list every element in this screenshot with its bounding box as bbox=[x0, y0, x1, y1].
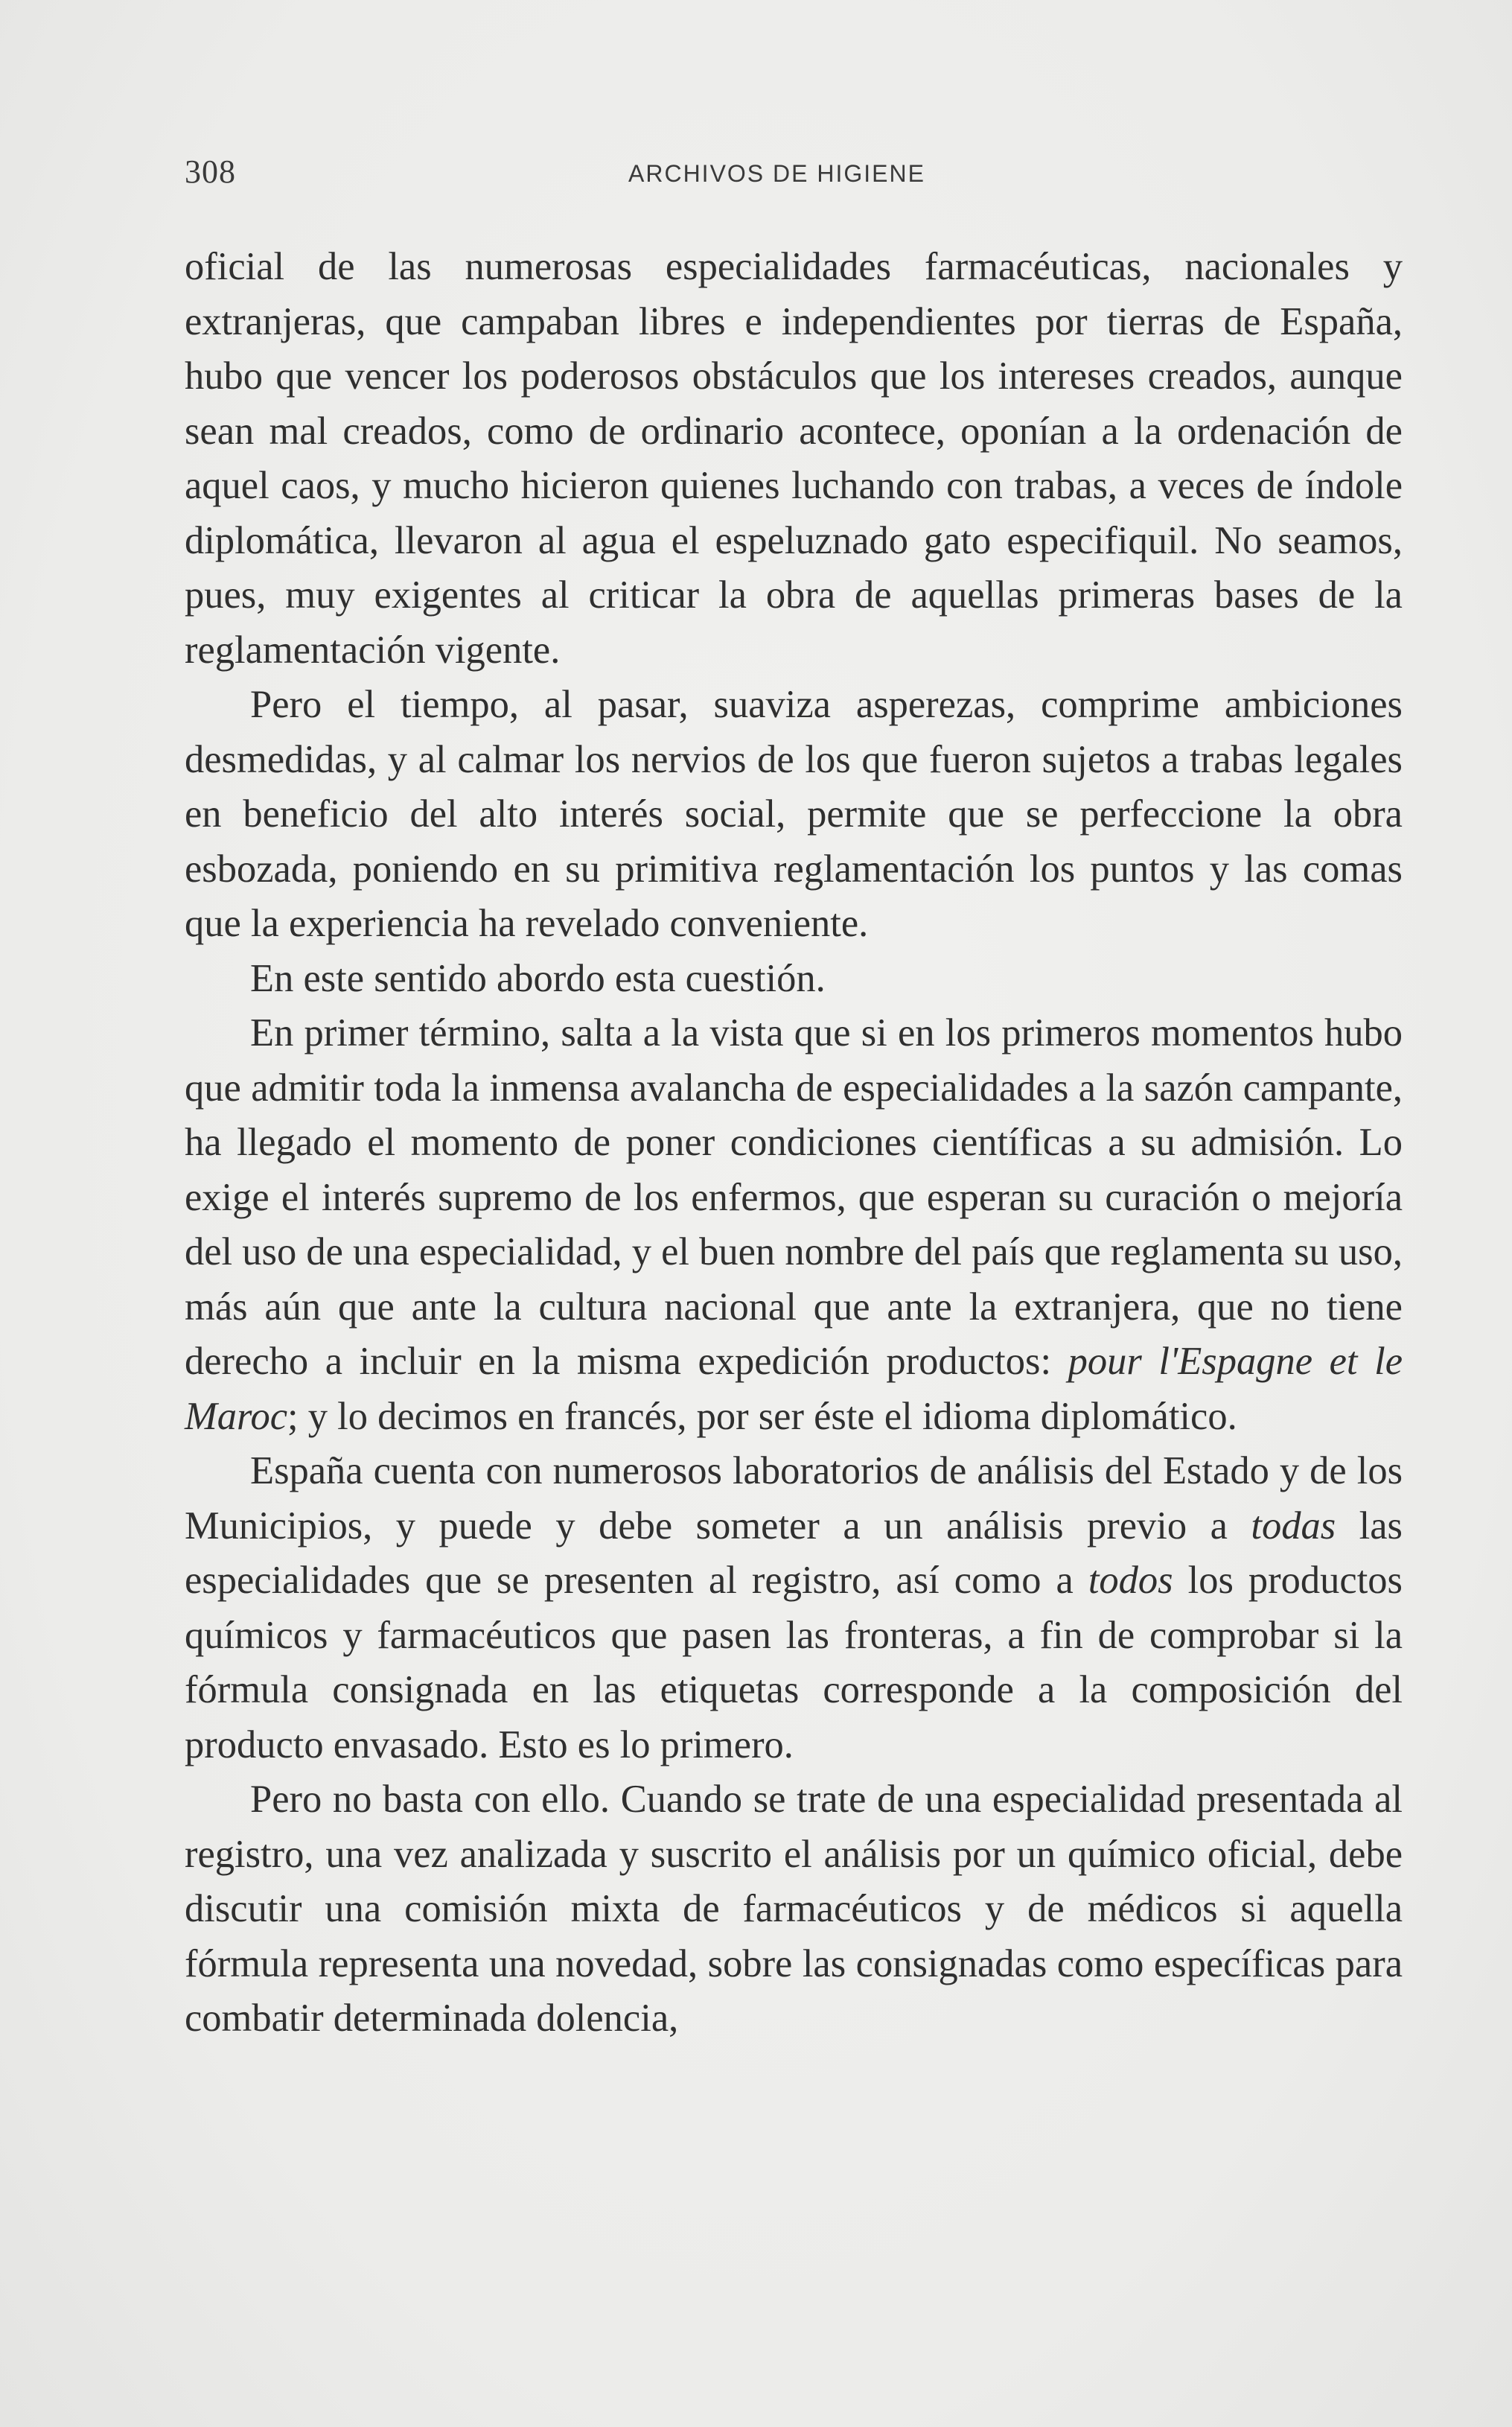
italic-text: todos bbox=[1088, 1559, 1173, 1602]
paragraph bbox=[185, 1772, 1403, 2046]
running-head bbox=[185, 153, 1403, 197]
text-segment: En primer término, salta a la vista que si en los primeros momentos hubo que admitir toda la inmensa avalancha de especialidades a la sazón campante, ha llegado el momento de poner condiciones científicas a su admisión. Lo exige el interés supremo de los enfermos, que esperan su curación o mejoría del uso de una especialidad, y el buen nombre del país que reglamenta su uso, más aún que ante la cultura nacional que ante la extranjera, que no tiene derecho a incluir en la misma expedición productos: bbox=[185, 1011, 1403, 1383]
text-segment: Pero el tiempo, al pasar, suaviza asperezas, comprime ambiciones desmedidas, y al calmar los nervios de los que fueron sujetos a trabas legales en beneficio del alto interés social, permite que se perfeccione la obra esbozada, poniendo en su primitiva reglamentación los puntos y las comas que la experiencia ha revelado conveniente. bbox=[185, 683, 1403, 945]
text-segment: los productos químicos y farmacéuticos que pasen las fronteras, a fin de comprobar si la fórmula consignada en las etiquetas corresponde a la composición del producto envasado. Esto es lo primero. bbox=[185, 1559, 1403, 1766]
text-segment: En este sentido abordo esta cuestión. bbox=[250, 956, 826, 1000]
page-number: 308 bbox=[185, 153, 236, 190]
text-segment: Pero no basta con ello. Cuando se trate de una especialidad presentada al registro, una vez analizada y suscrito el análisis por un químico oficial, debe discutir una comisión mixta de farmacéuticos y de médicos si aquella fórmula representa una novedad, sobre las consignadas como específicas para combatir determinada dolencia, bbox=[185, 1778, 1403, 2040]
body-text bbox=[185, 240, 1403, 2046]
paragraph bbox=[185, 952, 1403, 1007]
paragraph bbox=[185, 678, 1403, 952]
paragraph bbox=[185, 1444, 1403, 1772]
text-segment: oficial de las numerosas especialidades farmacéuticas, nacionales y extranjeras, que campaban libres e independientes por tierras de España, hubo que vencer los poderosos obstáculos que los intereses creados, aunque sean mal creados, como de ordinario acontece, oponían a la ordenación de aquel caos, y mucho hicieron quienes luchando con trabas, a veces de índole diplomática, llevaron al agua el espeluznado gato especifiquil. No seamos, pues, muy exigentes al criticar la obra de aquellas primeras bases de la reglamentación vigente. bbox=[185, 245, 1403, 672]
paragraph bbox=[185, 1006, 1403, 1444]
text-segment: España cuenta con numerosos laboratorios de análisis del Estado y de los Municipios, y puede y debe someter a un análisis previo a bbox=[185, 1449, 1403, 1548]
italic-text: pour l'Espagne et le Maroc bbox=[185, 1340, 1403, 1438]
paragraph bbox=[185, 240, 1403, 678]
text-segment: ; y lo decimos en francés, por ser éste el idioma diplomático. bbox=[287, 1394, 1237, 1438]
italic-text: todas bbox=[1251, 1504, 1336, 1548]
text-segment: las especialidades que se presenten al registro, así como a bbox=[185, 1504, 1403, 1602]
journal-title: ARCHIVOS DE HIGIENE bbox=[628, 160, 925, 187]
